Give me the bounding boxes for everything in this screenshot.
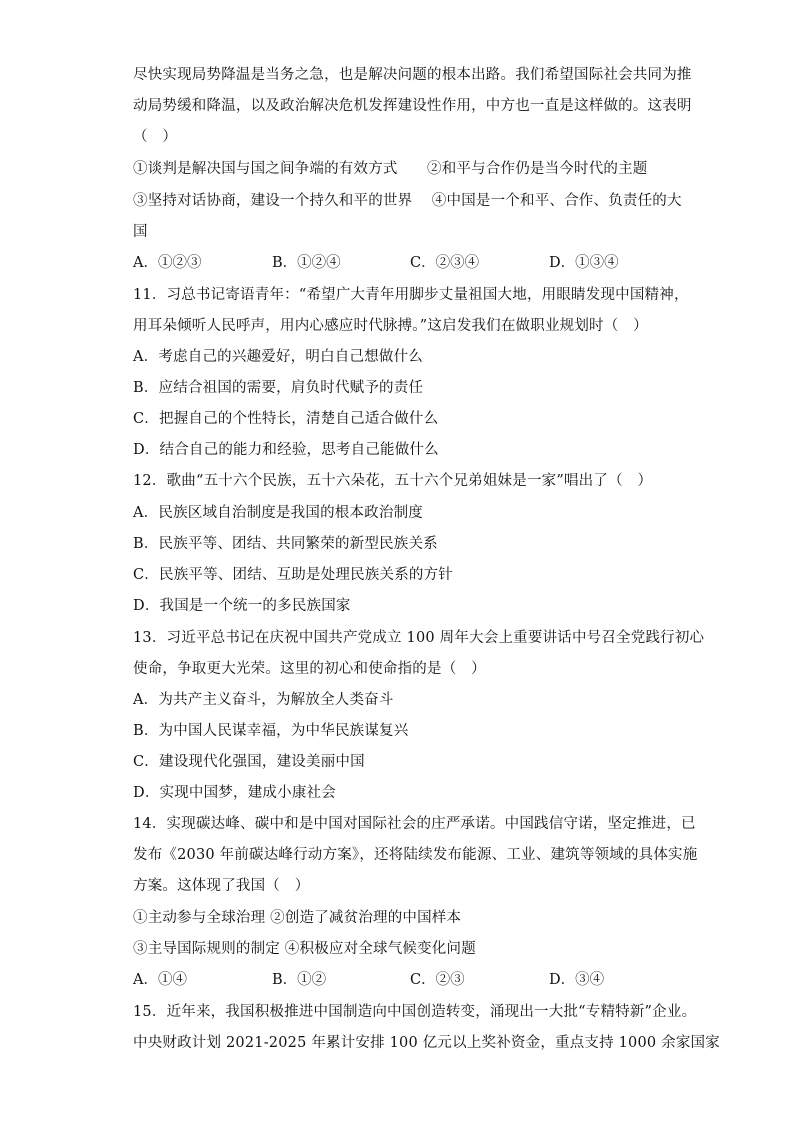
q11-stem-line-1: 11．习总书记寄语青年：“希望广大青年用脚步丈量祖国大地，用眼睛发现中国精神， [133, 287, 689, 303]
q14-statement-line-1: ①主动参与全球治理 ②创造了减贫治理的中国样本 [133, 910, 462, 926]
q10-statement-line-3: 国 [133, 224, 148, 240]
q11-option-a: A．考虑自己的兴趣爱好，明白自己想做什么 [133, 349, 423, 365]
q10-option-d: D．①③④ [549, 255, 619, 271]
q12-option-d: D．我国是一个统一的多民族国家 [133, 598, 351, 614]
q13-option-d: D．实现中国梦，建成小康社会 [133, 785, 336, 801]
q14-stem-line-1: 14．实现碳达峰、碳中和是中国对国际社会的庄严承诺。中国践信守诺，坚定推进，已 [133, 816, 696, 832]
q13-option-c: C．建设现代化强国，建设美丽中国 [133, 754, 365, 770]
q12-option-b: B．民族平等、团结、共同繁荣的新型民族关系 [133, 536, 438, 552]
q11-option-c: C．把握自己的个性特长，清楚自己适合做什么 [133, 411, 439, 427]
q10-statement-line-2: ③坚持对话协商，建设一个持久和平的世界 ④中国是一个和平、合作、负责任的大 [133, 193, 682, 209]
q13-option-a: A．为共产主义奋斗，为解放全人类奋斗 [133, 692, 394, 708]
q11-stem-line-2: 用耳朵倾听人民呼声，用内心感应时代脉搏。”这启发我们在做职业规划时（ ） [133, 318, 648, 334]
q10-option-a: A．①②③ [133, 255, 202, 271]
q14-option-b: B．①② [272, 972, 327, 988]
q13-stem-line-2: 使命，争取更大光荣。这里的初心和使命指的是（ ） [133, 661, 486, 677]
q10-stem-line-3: （ ） [133, 129, 178, 145]
q14-option-c: C．②③ [410, 972, 465, 988]
q15-stem-line-2: 中央财政计划 2021-2025 年累计安排 100 亿元以上奖补资金，重点支持 1000 余家国家 [133, 1035, 720, 1051]
q12-stem-line-1: 12．歌曲“五十六个民族，五十六朵花，五十六个兄弟姐妹是一家”唱出了（ ） [133, 473, 653, 489]
q10-stem-line-2: 动局势缓和降温，以及政治解决危机发挥建设性作用，中方也一直是这样做的。这表明 [133, 98, 692, 114]
q11-option-d: D．结合自己的能力和经验，思考自己能做什么 [133, 442, 439, 458]
q14-statement-line-2: ③主导国际规则的制定 ④积极应对全球气候变化问题 [133, 941, 476, 957]
q14-option-d: D．③④ [549, 972, 605, 988]
q10-statement-line-1: ①谈判是解决国与国之间争端的有效方式 ②和平与合作仍是当今时代的主题 [133, 161, 648, 177]
q12-option-a: A．民族区域自治制度是我国的根本政治制度 [133, 505, 423, 521]
q10-stem-line-1: 尽快实现局势降温是当务之急，也是解决问题的根本出路。我们希望国际社会共同为推 [133, 67, 692, 83]
q14-stem-line-2: 发布《2030 年前碳达峰行动方案》，还将陆续发布能源、工业、建筑等领域的具体实施 [133, 847, 698, 863]
q13-stem-line-1: 13．习近平总书记在庆祝中国共产党成立 100 周年大会上重要讲话中号召全党践行初心 [133, 630, 705, 646]
q10-option-b: B．①②④ [272, 255, 341, 271]
q15-stem-line-1: 15．近年来，我国积极推进中国制造向中国创造转变，涌现出一大批“专精特新”企业。 [133, 1004, 697, 1020]
q13-option-b: B．为中国人民谋幸福，为中华民族谋复兴 [133, 723, 409, 739]
q11-option-b: B．应结合祖国的需要，肩负时代赋予的责任 [133, 380, 424, 396]
q14-stem-line-3: 方案。这体现了我国（ ） [133, 878, 310, 894]
q14-option-a: A．①④ [133, 972, 187, 988]
q10-option-c: C．②③④ [410, 255, 480, 271]
q12-option-c: C．民族平等、团结、互助是处理民族关系的方针 [133, 567, 453, 583]
